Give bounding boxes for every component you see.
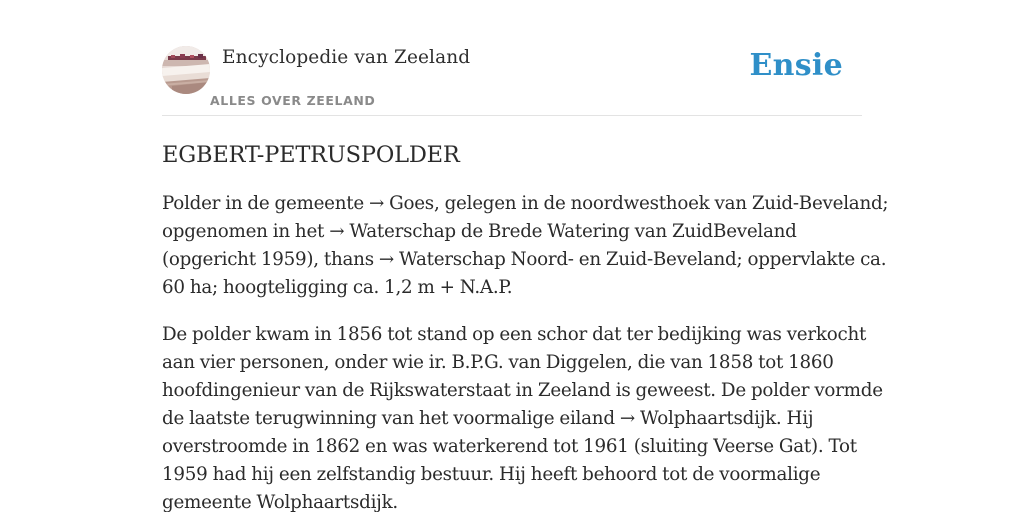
article-paragraph-2 — [162, 321, 883, 512]
paragraph-line: 1959 had hij een zelfstandig bestuur. Hij heeft behoord tot de voormalige — [162, 464, 821, 485]
text-segment: , gelegen in de noordwesthoek van Zuid-Beveland; — [433, 193, 889, 214]
text-segment: Polder in de gemeente — [162, 193, 369, 214]
site-title[interactable]: Encyclopedie van Zeeland — [222, 47, 471, 68]
paragraph-line — [162, 190, 889, 218]
paragraph-line: gemeente Wolphaartsdijk. — [162, 492, 398, 512]
text-segment: opgenomen in het — [162, 221, 330, 242]
paragraph-line: de laatste terugwinning van het voormalige eiland → Wolphaartsdijk. Hij — [162, 408, 814, 429]
article-title: EGBERT-PETRUSPOLDER — [162, 142, 460, 168]
ensie-logo[interactable]: Ensie — [749, 48, 843, 83]
paragraph-line: aan vier personen, onder wie ir. B.P.G. van Diggelen, die van 1858 tot 1860 — [162, 352, 834, 373]
paragraph-line: De polder kwam in 1856 tot stand op een schor dat ter bedijking was verkocht — [162, 324, 867, 345]
text-segment: 60 ha; hoogteligging ca. 1,2 m + N.A.P. — [162, 277, 513, 298]
article — [162, 140, 889, 512]
article-paragraph-1 — [162, 190, 889, 302]
site-subtitle: ALLES OVER ZEELAND — [210, 93, 376, 108]
book-stack-icon — [162, 46, 210, 94]
encyclopedia-avatar[interactable] — [162, 46, 210, 94]
paragraph-line: overstroomde in 1862 en was waterkerend tot 1961 (sluiting Veerse Gat). Tot — [162, 436, 857, 457]
site-header — [162, 46, 862, 116]
paragraph-line — [162, 274, 864, 302]
text-segment: ; oppervlakte ca. — [736, 249, 887, 270]
text-segment: (opgericht 1959), thans — [162, 249, 379, 270]
crossref-link-waterschap-brede-watering[interactable]: → Waterschap de Brede Watering van ZuidBeveland — [329, 221, 797, 242]
crossref-link-waterschap-noord-zuid-beveland[interactable]: → Waterschap Noord- en Zuid-Beveland — [378, 249, 737, 270]
paragraph-line — [162, 246, 887, 274]
paragraph-line — [162, 218, 864, 246]
crossref-link-goes[interactable]: → Goes — [369, 193, 434, 214]
paragraph-line: hoofdingenieur van de Rijkswaterstaat in Zeeland is geweest. De polder vormde — [162, 380, 883, 401]
